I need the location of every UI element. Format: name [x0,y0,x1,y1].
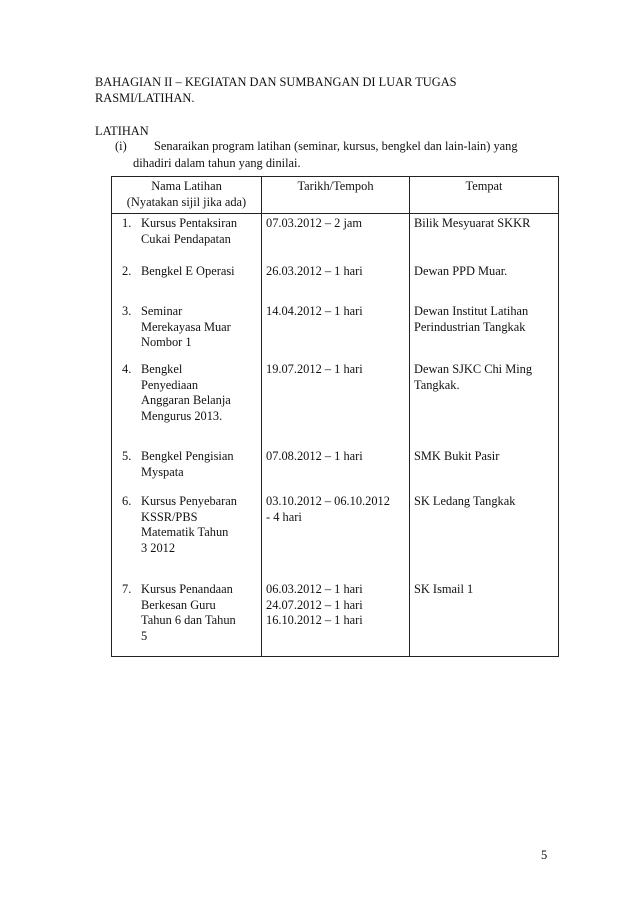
training-place-line: Perindustrian Tangkak [414,319,526,334]
heading-line-1: BAHAGIAN II – KEGIATAN DAN SUMBANGAN DI LUAR TUGAS [95,75,457,89]
training-date-line: 16.10.2012 – 1 hari [266,613,363,627]
training-date-line: 06.03.2012 – 1 hari [266,582,363,596]
training-name-line: Bengkel [141,362,183,376]
training-place-line: Dewan PPD Muar. [414,264,508,278]
training-name-line: Bengkel Pengisian [141,449,234,463]
training-name [141,216,259,247]
col-tempat [410,214,559,657]
training-name [141,304,259,351]
section-heading [95,75,535,106]
training-name [141,449,259,480]
heading-line-2: RASMI/LATIHAN. [95,90,195,105]
training-name-line: Kursus Pentaksiran [141,216,238,230]
training-date [266,449,406,465]
training-place-line: SMK Bukit Pasir [414,449,500,463]
training-date [266,216,406,232]
training-name-line: Kursus Penandaan [141,582,233,596]
training-date-line: 14.04.2012 – 1 hari [266,304,363,318]
training-date [266,264,406,280]
training-place-line: Bilik Mesyuarat SKKR [414,216,531,230]
training-date [266,494,406,525]
table-header-row [112,177,559,214]
training-place [414,582,556,598]
training-name-line: Seminar [141,304,183,318]
training-name-line: Merekayasa Muar [141,319,231,334]
training-name-line: Matematik Tahun [141,525,229,539]
instruction-line-1: Senaraikan program latihan (seminar, kursus, bengkel dan lain-lain) yang [154,139,518,153]
row-number: 4. [122,362,132,376]
header-nama-latihan [112,177,262,214]
training-name-line: Berkesan Guru [141,597,216,612]
col-nama [112,214,262,657]
training-name [141,582,259,644]
training-name-line: 3 2012 [141,540,176,555]
row-number: 6. [122,494,132,508]
training-name-line: Nombor 1 [141,335,192,349]
training-place [414,362,556,393]
training-name-line: Tahun 6 dan Tahun [141,613,236,627]
col-tarikh [262,214,410,657]
training-name-line: Cukai Pendapatan [141,231,231,246]
training-place-line: Dewan SJKC Chi Ming [414,362,533,376]
row-number: 2. [122,264,132,278]
training-date-line: 24.07.2012 – 1 hari [266,597,363,612]
row-number: 3. [122,304,132,318]
training-place [414,216,556,232]
training-place [414,304,556,335]
training-date [266,582,406,629]
training-name [141,494,259,556]
table-body-row [112,214,559,657]
training-date-line: 07.03.2012 – 2 jam [266,216,363,230]
header-col1-line1: Nama Latihan [151,179,222,193]
training-name [141,264,259,280]
row-number: 5. [122,449,132,463]
training-date-line: 03.10.2012 – 06.10.2012 [266,494,390,508]
header-tarikh: Tarikh/Tempoh [262,177,410,214]
training-name-line: Anggaran Belanja [141,393,231,407]
training-date [266,304,406,320]
training-name-line: Bengkel E Operasi [141,264,235,278]
training-date-line: - 4 hari [266,509,302,524]
row-number: 7. [122,582,132,596]
training-date-line: 19.07.2012 – 1 hari [266,362,363,376]
training-place-line: SK Ismail 1 [414,582,474,596]
training-table [111,176,559,657]
training-place-line: SK Ledang Tangkak [414,494,516,508]
page-number: 5 [541,848,548,862]
training-date-line: 26.03.2012 – 1 hari [266,264,363,278]
row-number: 1. [122,216,132,230]
training-place-line: Dewan Institut Latihan [414,304,529,318]
instruction-line-2: dihadiri dalam tahun yang dinilai. [133,156,301,170]
subsection-title: LATIHAN [95,124,149,138]
training-name-line: Kursus Penyebaran [141,494,238,508]
header-tempat: Tempat [410,177,559,214]
training-name [141,362,259,424]
training-name-line: Penyediaan [141,377,199,392]
training-place [414,494,556,510]
training-place-line: Tangkak. [414,377,460,392]
training-name-line: KSSR/PBS [141,509,198,524]
training-date [266,362,406,378]
training-place [414,264,556,280]
training-name-line: 5 [141,628,148,643]
training-name-line: Myspata [141,464,184,479]
training-date-line: 07.08.2012 – 1 hari [266,449,363,463]
training-name-line: Mengurus 2013. [141,408,223,423]
header-col1-line2: (Nyatakan sijil jika ada) [126,194,247,209]
training-place [414,449,556,465]
instruction-number: (i) [115,139,127,153]
